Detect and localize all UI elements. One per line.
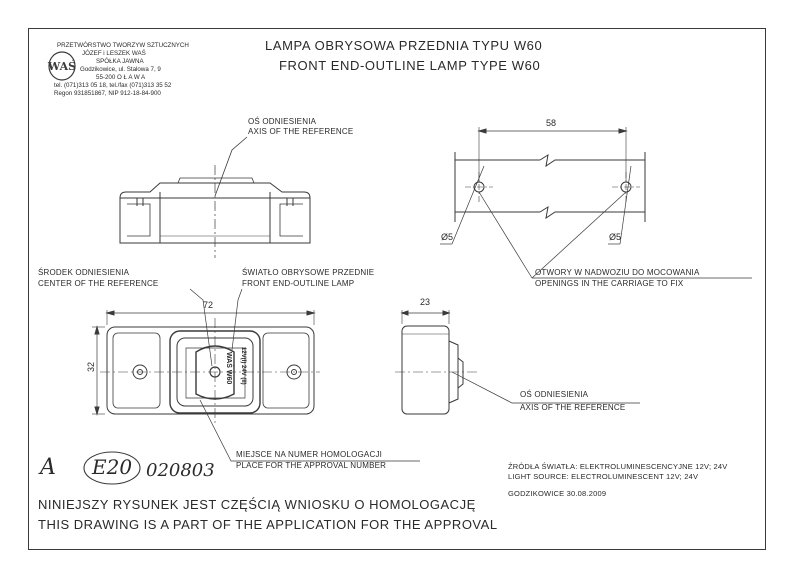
axis-top-label-pl: OŚ ODNIESIENIA bbox=[248, 117, 317, 126]
handwritten-mark: E20 bbox=[92, 455, 133, 479]
light-source-en: LIGHT SOURCE: ELECTROLUMINESCENT 12V; 24V bbox=[508, 472, 699, 481]
dim-height: 32 bbox=[86, 361, 96, 372]
light-source-pl: ŹRÓDŁA ŚWIATŁA: ELEKTROLUMINESCENCYJNE 12V; 24V bbox=[508, 462, 728, 471]
logo-mark: WAŚ bbox=[47, 60, 77, 73]
company-owners: JÓZEF i LESZEK WAŚ bbox=[82, 50, 146, 57]
top-view bbox=[120, 137, 310, 258]
approval-label-pl: MIEJSCE NA NUMER HOMOLOGACJI bbox=[236, 450, 383, 459]
handwritten-number: 020803 bbox=[146, 460, 215, 481]
company-city: 55-200 O Ł A W A bbox=[96, 74, 146, 81]
company-type: SPÓŁKA JAWNA bbox=[96, 58, 144, 65]
company-ids: Regon 931851867, NIP 912-18-84-900 bbox=[54, 90, 161, 97]
center-label-pl: ŚRODEK ODNIESIENIA bbox=[38, 268, 130, 277]
openings-label-en: OPENINGS IN THE CARRIAGE TO FIX bbox=[535, 279, 684, 288]
drawing-date: GODZIKOWICE 30.08.2009 bbox=[508, 489, 607, 498]
footer-polish: NINIEJSZY RYSUNEK JEST CZĘŚCIĄ WNIOSKU O HOMOLOGACJĘ bbox=[38, 497, 476, 512]
title-english: FRONT END-OUTLINE LAMP TYPE W60 bbox=[279, 58, 541, 73]
footer-english: THIS DRAWING IS A PART OF THE APPLICATION FOR THE APPROVAL bbox=[38, 517, 498, 532]
dim-length: 72 bbox=[203, 300, 214, 310]
title-polish: LAMPA OBRYSOWA PRZEDNIA TYPU W60 bbox=[265, 38, 543, 53]
lamp-label-en: FRONT END-OUTLINE LAMP bbox=[242, 279, 355, 288]
company-address: Godzikowice, ul. Stalowa 7, 9 bbox=[80, 66, 161, 73]
company-name: PRZETWÓRSTWO TWORZYW SZTUCZNYCH bbox=[57, 42, 189, 49]
lamp-label-pl: ŚWIATŁO OBRYSOWE PRZEDNIE bbox=[242, 268, 375, 277]
company-phone: tel. (071)313 05 18, tel./fax (071)313 35 52 bbox=[54, 82, 172, 89]
dim-hole-spacing: 58 bbox=[546, 118, 557, 128]
dim-hole-left: Ø5 bbox=[441, 232, 454, 242]
mounting-holes-view bbox=[440, 127, 752, 278]
approval-label-en: PLACE FOR THE APPROVAL NUMBER bbox=[236, 461, 387, 470]
lens-text-model: WAŚ W60 bbox=[225, 352, 232, 385]
axis-side-label-pl: OŚ ODNIESIENIA bbox=[520, 390, 589, 399]
axis-top-label-en: AXIS OF THE REFERENCE bbox=[248, 127, 354, 136]
openings-label-pl: OTWORY W NADWOZIU DO MOCOWANIA bbox=[535, 268, 700, 277]
company-logo bbox=[47, 52, 76, 80]
dim-hole-right: Ø5 bbox=[609, 232, 622, 242]
dim-depth: 23 bbox=[420, 297, 431, 307]
axis-side-label-en: AXIS OF THE REFERENCE bbox=[520, 403, 626, 412]
front-view bbox=[92, 289, 420, 461]
handwritten-prefix: A bbox=[40, 455, 56, 480]
center-label-en: CENTER OF THE REFERENCE bbox=[38, 279, 159, 288]
side-view bbox=[395, 310, 640, 414]
lens-text-voltage: 12V(I) 24V (II) bbox=[240, 347, 246, 385]
